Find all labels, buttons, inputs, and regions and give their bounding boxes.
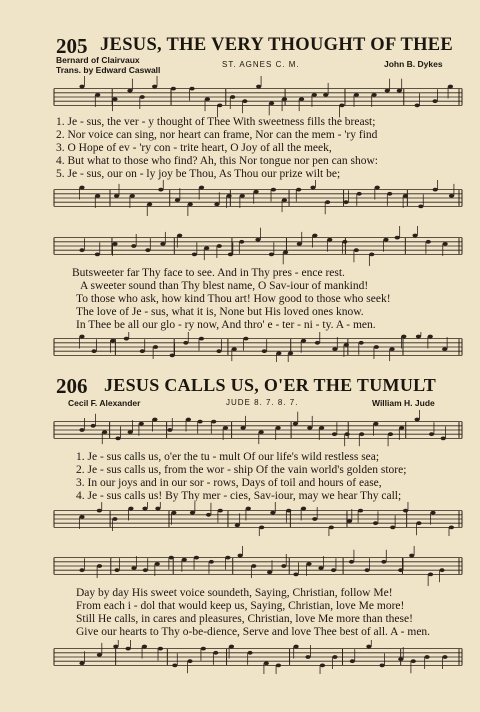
note-head: [270, 511, 275, 515]
note-head: [160, 242, 165, 246]
author-credit: Bernard of Clairvaux: [56, 55, 140, 65]
note-head: [432, 99, 437, 103]
composer-credit: William H. Jude: [372, 398, 435, 408]
note-head: [79, 85, 84, 89]
note-head: [114, 568, 119, 572]
note-head: [158, 188, 163, 192]
note-head: [256, 85, 261, 89]
note-head: [409, 554, 414, 558]
note-head: [97, 564, 102, 568]
lyric-line: 4. But what to those who find? Ah, this Nor tongue nor pen can show:: [56, 155, 378, 167]
note-head: [126, 647, 131, 651]
note-head: [189, 87, 194, 91]
note-head: [186, 418, 191, 422]
note-head: [323, 93, 328, 97]
note-head: [147, 202, 152, 206]
note-head: [315, 341, 320, 345]
note-head: [190, 511, 195, 515]
note-head: [188, 202, 193, 206]
note-head: [251, 564, 256, 568]
note-head: [357, 192, 362, 196]
note-head: [395, 236, 400, 240]
note-head: [142, 645, 147, 649]
note-head: [344, 432, 349, 436]
note-head: [199, 337, 204, 341]
note-head: [433, 188, 438, 192]
lyric-line: 2. Je - sus calls us, from the wor - ship Of the vain world's golden store;: [76, 464, 407, 476]
note-head: [113, 645, 118, 649]
lyric-line: Butsweeter far Thy face to see. And in Thy pres - ence rest.: [72, 267, 345, 279]
note-head: [441, 437, 446, 441]
lyric-line: 3. O Hope of ev - 'ry con - trite heart, O Joy of all the meek,: [56, 142, 332, 154]
note-head: [167, 428, 172, 432]
hymn-number: 205: [56, 34, 88, 58]
note-head: [114, 194, 119, 198]
note-head: [332, 432, 337, 436]
note-head: [283, 250, 288, 254]
note-head: [91, 349, 96, 353]
note-head: [230, 95, 235, 99]
note-head: [373, 521, 378, 525]
note-head: [415, 418, 420, 422]
music-staff: [48, 502, 468, 536]
note-head: [397, 89, 402, 93]
note-head: [97, 509, 102, 513]
note-head: [110, 339, 115, 343]
note-head: [387, 192, 392, 196]
note-head: [297, 242, 302, 246]
note-head: [288, 351, 293, 355]
note-head: [379, 664, 384, 668]
note-head: [426, 240, 431, 244]
note-head: [276, 426, 281, 430]
note-head: [449, 194, 454, 198]
note-head: [127, 89, 132, 93]
note-head: [296, 188, 301, 192]
note-head: [239, 240, 244, 244]
note-head: [359, 432, 364, 436]
note-head: [240, 426, 245, 430]
note-head: [398, 657, 403, 661]
lyric-line: To those who ask, how kind Thou art! How good to those who seek!: [76, 293, 391, 305]
note-head: [372, 93, 377, 97]
note-head: [177, 234, 182, 238]
note-head: [385, 89, 390, 93]
note-head: [276, 351, 281, 355]
note-head: [128, 507, 133, 511]
note-head: [211, 420, 216, 424]
note-head: [199, 186, 204, 190]
note-head: [301, 507, 306, 511]
note-head: [240, 194, 245, 198]
note-head: [381, 560, 386, 564]
note-head: [91, 424, 96, 428]
note-head: [187, 659, 192, 663]
note-head: [293, 422, 298, 426]
lyric-line: 4. Je - sus calls us! By Thy mer - cies, Sav-iour, may we hear Thy call;: [76, 490, 402, 502]
note-head: [293, 573, 298, 577]
note-head: [350, 659, 355, 663]
music-staff: [48, 76, 468, 118]
music-staff: [48, 226, 468, 266]
note-head: [112, 242, 117, 246]
note-head: [169, 556, 174, 560]
note-head: [170, 354, 175, 358]
note-head: [228, 253, 233, 257]
note-head: [282, 198, 287, 202]
note-head: [172, 664, 177, 668]
lyric-line: Give our hearts to Thy o-be-dience, Serve and love Thee best of all. A - men.: [76, 626, 431, 638]
note-head: [389, 347, 394, 351]
note-head: [430, 511, 435, 515]
note-head: [264, 661, 269, 665]
note-head: [79, 661, 84, 665]
note-head: [213, 651, 218, 655]
note-head: [201, 647, 206, 651]
lyric-line: Still He calls, in cares and pleasures, Christian, love Me more than these!: [76, 613, 413, 625]
note-head: [339, 104, 344, 108]
note-head: [143, 568, 148, 572]
note-head: [79, 428, 84, 432]
note-head: [142, 507, 147, 511]
note-head: [327, 238, 332, 242]
note-head: [349, 560, 354, 564]
note-head: [194, 556, 199, 560]
note-head: [97, 653, 102, 657]
lyric-line: Day by day His sweet voice soundeth, Saying, Christian, follow Me!: [76, 587, 393, 599]
note-head: [262, 349, 267, 353]
note-head: [95, 93, 100, 97]
note-head: [79, 335, 84, 339]
note-head: [443, 242, 448, 246]
note-head: [217, 104, 222, 108]
note-head: [255, 238, 260, 242]
note-head: [358, 509, 363, 513]
note-head: [155, 507, 160, 511]
note-head: [293, 645, 298, 649]
note-head: [299, 97, 304, 101]
note-head: [171, 511, 176, 515]
note-head: [242, 99, 247, 103]
note-head: [206, 513, 211, 517]
lyric-line: From each i - dol that would keep us, Saying, Christian, love Me more!: [76, 600, 405, 612]
note-head: [79, 248, 84, 252]
note-head: [399, 426, 404, 430]
note-head: [442, 655, 447, 659]
note-head: [424, 655, 429, 659]
note-head: [79, 186, 84, 190]
note-head: [124, 337, 129, 341]
music-staff: [48, 410, 468, 450]
note-head: [329, 526, 334, 530]
note-head: [449, 526, 454, 530]
note-head: [383, 238, 388, 242]
lyric-line: In Thee be all our glo - ry now, And thro' e - ter - ni - ty. A - men.: [76, 319, 376, 331]
lyric-line: 5. Je - sus, our on - ly joy be Thou, As Thou our prize wilt be;: [56, 168, 341, 180]
tune-name: JUDE 8. 7. 8. 7.: [226, 398, 299, 407]
note-head: [155, 562, 160, 566]
note-head: [269, 253, 274, 257]
note-head: [128, 430, 133, 434]
hymn-title: JESUS, THE VERY THOUGHT OF THEE: [100, 35, 454, 55]
note-head: [418, 205, 423, 209]
note-head: [365, 568, 370, 572]
note-head: [131, 244, 136, 248]
note-head: [369, 253, 374, 257]
note-head: [320, 664, 325, 668]
music-staff: [48, 546, 468, 586]
note-head: [246, 507, 251, 511]
note-head: [232, 347, 237, 351]
note-head: [204, 246, 209, 250]
note-head: [428, 335, 433, 339]
note-head: [416, 335, 421, 339]
note-head: [332, 655, 337, 659]
hymn-number: 206: [56, 374, 88, 398]
note-head: [439, 568, 444, 572]
note-head: [312, 517, 317, 521]
note-head: [271, 188, 276, 192]
lyric-line: 1. Je - sus calls us, o'er the tu - mult Of our life's wild restless sea;: [76, 451, 380, 463]
note-head: [354, 93, 359, 97]
note-head: [209, 560, 214, 564]
music-staff: [48, 332, 468, 362]
note-head: [235, 523, 240, 527]
note-head: [229, 645, 234, 649]
note-head: [192, 253, 197, 257]
note-head: [331, 568, 336, 572]
note-head: [374, 345, 379, 349]
note-head: [226, 194, 231, 198]
note-head: [183, 341, 188, 345]
music-staff: [48, 640, 468, 674]
note-head: [153, 345, 158, 349]
author-credit: Cecil F. Alexander: [68, 398, 141, 408]
note-head: [448, 85, 453, 89]
note-head: [301, 339, 306, 343]
note-head: [145, 248, 150, 252]
note-head: [282, 97, 287, 101]
lyric-line: 1. Je - sus, the ver - y thought of Thee With sweetness fills the breast;: [56, 116, 376, 128]
note-head: [347, 519, 352, 523]
note-head: [306, 562, 311, 566]
note-head: [401, 335, 406, 339]
note-head: [182, 558, 187, 562]
note-head: [79, 568, 84, 572]
tune-name: ST. AGNES C. M.: [222, 60, 300, 69]
note-head: [342, 240, 347, 244]
note-head: [171, 87, 176, 91]
note-head: [390, 526, 395, 530]
note-head: [305, 655, 310, 659]
note-head: [281, 564, 286, 568]
note-head: [428, 573, 433, 577]
note-head: [429, 432, 434, 436]
music-staff: [48, 180, 468, 216]
note-head: [269, 101, 274, 105]
note-head: [411, 659, 416, 663]
note-head: [412, 234, 417, 238]
note-head: [243, 337, 248, 341]
hymn-title: JESUS CALLS US, O'ER THE TUMULT: [104, 375, 437, 395]
note-head: [95, 194, 100, 198]
note-head: [318, 566, 323, 570]
note-head: [398, 568, 403, 572]
note-head: [223, 426, 228, 430]
note-head: [218, 509, 223, 513]
note-head: [254, 190, 259, 194]
note-head: [344, 343, 349, 347]
note-head: [225, 556, 230, 560]
note-head: [112, 97, 117, 101]
note-head: [403, 194, 408, 198]
note-head: [307, 426, 312, 430]
note-head: [158, 647, 163, 651]
note-head: [130, 194, 135, 198]
composer-credit: John B. Dykes: [384, 59, 443, 69]
note-head: [247, 651, 252, 655]
note-head: [112, 517, 117, 521]
note-head: [267, 570, 272, 574]
lyric-line: 2. Nor voice can sing, nor heart can frame, Nor can the mem - 'ry find: [56, 129, 378, 141]
note-head: [259, 430, 264, 434]
note-head: [415, 104, 420, 108]
note-head: [312, 93, 317, 97]
note-head: [312, 234, 317, 238]
lyric-line: 3. In our joys and in our sor - rows, Days of toil and hours of ease,: [76, 477, 382, 489]
note-head: [140, 349, 145, 353]
note-head: [388, 432, 393, 436]
note-head: [217, 244, 222, 248]
note-head: [79, 515, 84, 519]
note-head: [416, 521, 421, 525]
translator-credit: Trans. by Edward Caswall: [56, 65, 161, 75]
lyric-line: A sweeter sound than Thy blest name, O Sav-iour of mankind!: [80, 280, 369, 292]
note-head: [102, 430, 107, 434]
note-head: [286, 509, 291, 513]
note-head: [205, 97, 210, 101]
note-head: [319, 426, 324, 430]
note-head: [140, 95, 145, 99]
note-head: [332, 347, 337, 351]
note-head: [259, 526, 264, 530]
note-head: [375, 186, 380, 190]
note-head: [175, 198, 180, 202]
note-head: [276, 664, 281, 668]
note-head: [442, 347, 447, 351]
note-head: [325, 200, 330, 204]
note-head: [131, 566, 136, 570]
note-head: [152, 85, 157, 89]
note-head: [95, 253, 100, 257]
note-head: [139, 422, 144, 426]
note-head: [310, 186, 315, 190]
note-head: [359, 341, 364, 345]
note-head: [403, 509, 408, 513]
note-head: [373, 422, 378, 426]
note-head: [216, 349, 221, 353]
note-head: [354, 248, 359, 252]
note-head: [238, 554, 243, 558]
note-head: [214, 202, 219, 206]
note-head: [115, 437, 120, 441]
note-head: [152, 418, 157, 422]
note-head: [366, 645, 371, 649]
lyric-line: The love of Je - sus, what it is, None but His loved ones know.: [76, 306, 364, 318]
note-head: [343, 200, 348, 204]
note-head: [197, 420, 202, 424]
